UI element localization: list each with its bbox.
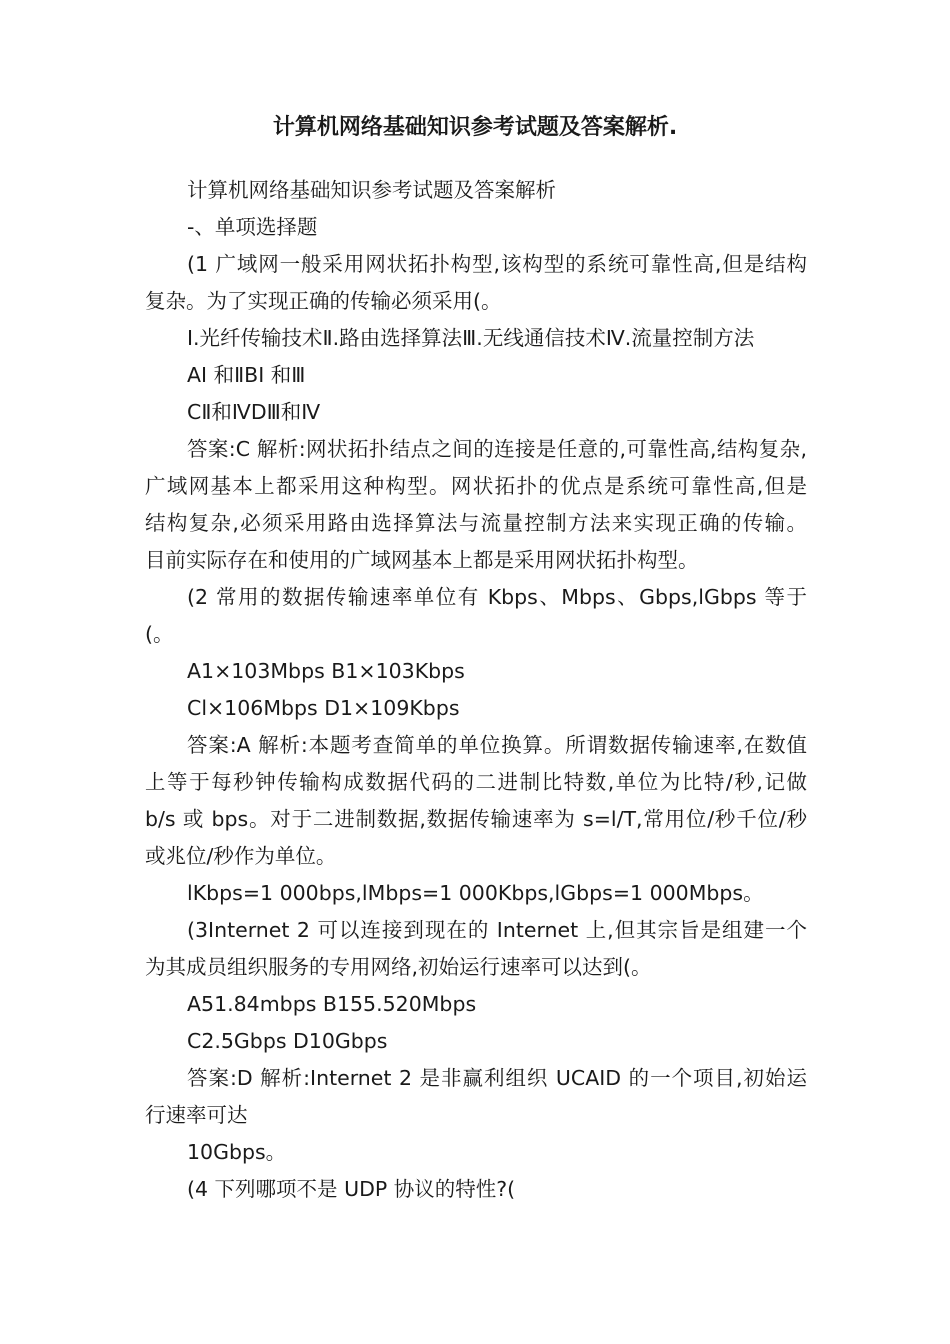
question-1-statements: I.光纤传输技术Ⅱ.路由选择算法Ⅲ.无线通信技术Ⅳ.流量控制方法	[187, 326, 755, 350]
question-1-options: CⅡ和ⅣDⅢ和Ⅳ	[187, 400, 321, 424]
question-2-line: (2 常用的数据传输速率单位有 Kbps、Mbps、Gbps,lGbps 等于	[187, 585, 807, 609]
question-1-line: (1 广域网一般采用网状拓扑构型,该构型的系统可靠性高,但是结构	[187, 252, 807, 276]
answer-2-line: b/s 或 bps。对于二进制数据,数据传输速率为 s=l/T,常用位/秒千位/秒	[145, 807, 807, 831]
answer-3-line: 10Gbps。	[187, 1140, 287, 1164]
answer-1-line: 答案:C 解析:网状拓扑结点之间的连接是任意的,可靠性高,结构复杂,	[187, 437, 807, 461]
answer-3-line: 行速率可达	[145, 1103, 248, 1127]
subtitle-line: 计算机网络基础知识参考试题及答案解析	[187, 178, 556, 202]
answer-2-line: 上等于每秒钟传输构成数据代码的二进制比特数,单位为比特/秒,记做	[145, 770, 807, 794]
document-body	[145, 172, 807, 1208]
question-3-line: (3Internet 2 可以连接到现在的 Internet 上,但其宗旨是组建一个	[187, 918, 807, 942]
answer-3-line: 答案:D 解析:Internet 2 是非赢利组织 UCAID 的一个项目,初始运	[187, 1066, 807, 1090]
section-heading: -、单项选择题	[187, 215, 318, 239]
document-title: 计算机网络基础知识参考试题及答案解析.	[272, 115, 678, 140]
question-3-options: C2.5Gbps D10Gbps	[187, 1029, 388, 1053]
question-2-options: A1×103Mbps B1×103Kbps	[187, 659, 465, 683]
question-1-options: AI 和ⅡBI 和Ⅲ	[187, 363, 306, 387]
answer-1-line: 结构复杂,必须采用路由选择算法与流量控制方法来实现正确的传输。	[145, 511, 807, 535]
question-1-line: 复杂。为了实现正确的传输必须采用(。	[145, 289, 502, 313]
question-2-line: (。	[145, 622, 174, 646]
question-2-options: Cl×106Mbps D1×109Kbps	[187, 696, 460, 720]
answer-2-formula: lKbps=1 000bps,lMbps=1 000Kbps,lGbps=1 000Mbps。	[187, 881, 764, 905]
answer-2-line: 答案:A 解析:本题考查简单的单位换算。所谓数据传输速率,在数值	[187, 733, 807, 757]
question-4-line: (4 下列哪项不是 UDP 协议的特性?(	[187, 1177, 516, 1201]
question-3-options: A51.84mbps B155.520Mbps	[187, 992, 477, 1016]
answer-1-line: 广域网基本上都采用这种构型。网状拓扑的优点是系统可靠性高,但是	[145, 474, 807, 498]
answer-1-line: 目前实际存在和使用的广域网基本上都是采用网状拓扑构型。	[145, 548, 699, 572]
answer-2-line: 或兆位/秒作为单位。	[145, 844, 337, 868]
question-3-line: 为其成员组织服务的专用网络,初始运行速率可以达到(。	[145, 955, 652, 979]
